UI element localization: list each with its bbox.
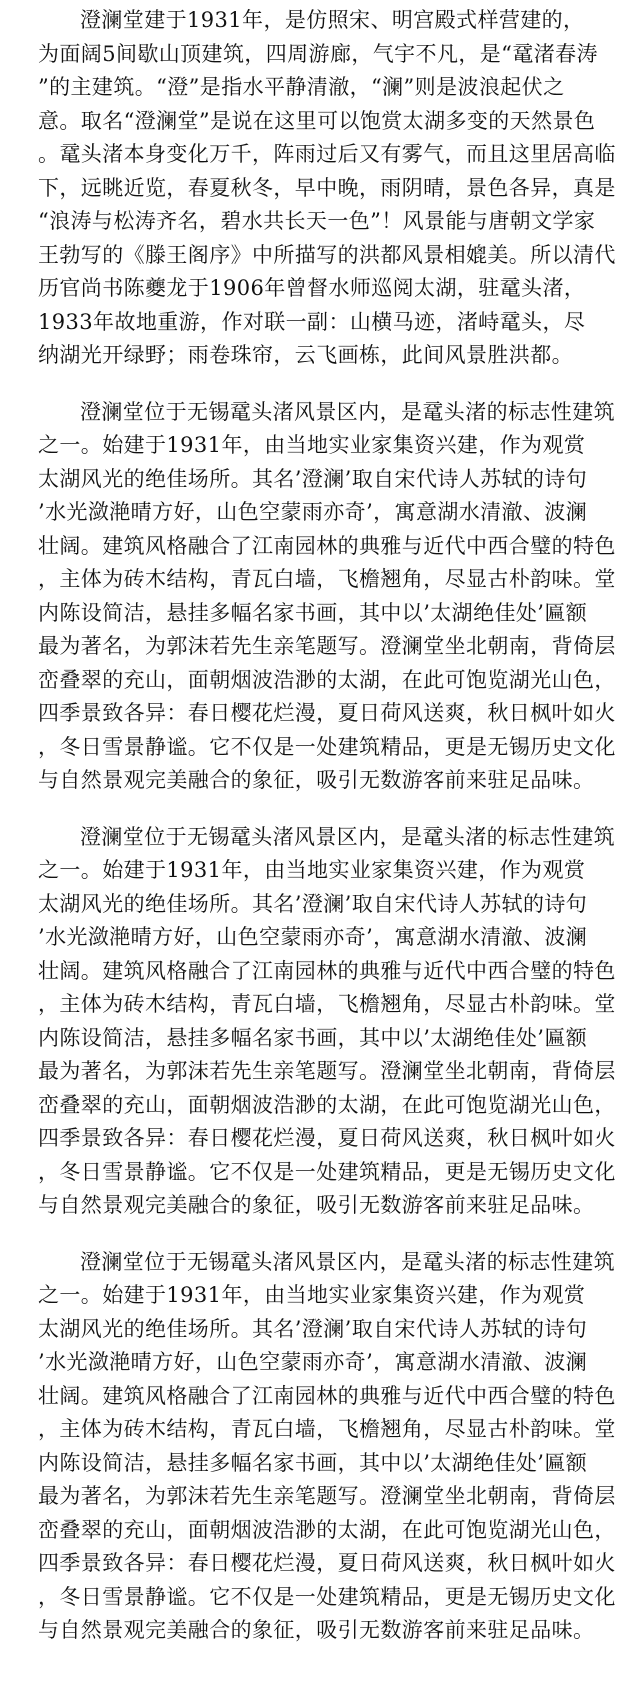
paragraph-4-chenglan-hall-description xyxy=(38,1246,624,1648)
paragraph-4-line-6: ，主体为砖木结构，青瓦白墙，飞檐翘角，尽显古朴韵味。堂 xyxy=(38,1417,616,1441)
paragraph-spacer xyxy=(38,373,624,396)
paragraph-1-line-6: 下，远眺近览，春夏秋冬，早中晚，雨阴晴，景色各异，真是 xyxy=(38,175,616,200)
paragraph-3-line-10: 四季景致各异：春日樱花烂漫，夏日荷风送爽，秋日枫叶如火 xyxy=(38,1126,616,1150)
paragraph-4-line-10: 四季景致各异：春日樱花烂漫，夏日荷风送爽，秋日枫叶如火 xyxy=(38,1551,616,1575)
paragraph-4-line-5: 壮阔。建筑风格融合了江南园林的典雅与近代中西合璧的特色 xyxy=(38,1383,616,1408)
paragraph-spacer xyxy=(38,1223,624,1246)
paragraph-2-line-12: 与自然景观完美融合的象征，吸引无数游客前来驻足品味。 xyxy=(38,768,595,792)
paragraph-4-line-3: 太湖风光的绝佳场所。其名’澄澜’取自宋代诗人苏轼的诗句 xyxy=(38,1316,588,1341)
paragraph-2-line-4: ’水光潋滟晴方好，山色空蒙雨亦奇’，寓意湖水清澈、波澜 xyxy=(38,500,588,524)
paragraph-1-line-4: 意。取名“澄澜堂”是说在这里可以饱赏太湖多变的天然景色 xyxy=(38,108,596,133)
paragraph-2-chenglan-hall-description xyxy=(38,396,624,798)
paragraph-3-line-1: 澄澜堂位于无锡鼋头渚风景区内，是鼋头渚的标志性建筑 xyxy=(80,824,615,849)
paragraph-1-line-2: 为面阔5间歇山顶建筑，四周游廊，气宇不凡，是“鼋渚春涛 xyxy=(38,41,598,66)
paragraph-3-line-6: ，主体为砖木结构，青瓦白墙，飞檐翘角，尽显古朴韵味。堂 xyxy=(38,992,616,1016)
paragraph-3-chenglan-hall-description xyxy=(38,821,624,1223)
paragraph-2-line-9: 峦叠翠的充山，面朝烟波浩渺的太湖，在此可饱览湖光山色， xyxy=(38,667,616,692)
paragraph-3-line-4: ’水光潋滟晴方好，山色空蒙雨亦奇’，寓意湖水清澈、波澜 xyxy=(38,925,588,949)
paragraph-4-line-1: 澄澜堂位于无锡鼋头渚风景区内，是鼋头渚的标志性建筑 xyxy=(80,1249,615,1274)
paragraph-4-line-7: 内陈设简洁，悬挂多幅名家书画，其中以’太湖绝佳处’匾额 xyxy=(38,1450,588,1475)
paragraph-4-line-8: 最为著名，为郭沫若先生亲笔题写。澄澜堂坐北朝南，背倚层 xyxy=(38,1484,616,1508)
paragraph-1-line-7: “浪涛与松涛齐名，碧水共长天一色”！风景能与唐朝文学家 xyxy=(38,209,596,233)
paragraph-2-line-11: ，冬日雪景静谧。它不仅是一处建筑精品，更是无锡历史文化 xyxy=(38,734,616,759)
paragraph-3-line-8: 最为著名，为郭沫若先生亲笔题写。澄澜堂坐北朝南，背倚层 xyxy=(38,1059,616,1083)
paragraph-1-line-5: 。鼋头渚本身变化万千，阵雨过后又有雾气，而且这里居高临 xyxy=(38,142,616,166)
paragraph-2-line-6: ，主体为砖木结构，青瓦白墙，飞檐翘角，尽显古朴韵味。堂 xyxy=(38,567,616,591)
paragraph-1-line-8: 王勃写的《滕王阁序》中所描写的洪都风景相媲美。所以清代 xyxy=(38,242,616,267)
paragraph-3-line-3: 太湖风光的绝佳场所。其名’澄澜’取自宋代诗人苏轼的诗句 xyxy=(38,891,588,916)
paragraph-2-line-5: 壮阔。建筑风格融合了江南园林的典雅与近代中西合璧的特色 xyxy=(38,533,616,558)
paragraph-spacer xyxy=(38,798,624,821)
paragraph-3-line-9: 峦叠翠的充山，面朝烟波浩渺的太湖，在此可饱览湖光山色， xyxy=(38,1092,616,1117)
paragraph-3-line-11: ，冬日雪景静谧。它不仅是一处建筑精品，更是无锡历史文化 xyxy=(38,1159,616,1184)
paragraph-2-line-8: 最为著名，为郭沫若先生亲笔题写。澄澜堂坐北朝南，背倚层 xyxy=(38,634,616,658)
paragraph-3-line-12: 与自然景观完美融合的象征，吸引无数游客前来驻足品味。 xyxy=(38,1193,595,1217)
paragraph-4-line-11: ，冬日雪景静谧。它不仅是一处建筑精品，更是无锡历史文化 xyxy=(38,1584,616,1609)
paragraph-4-line-2: 之一。始建于1931年，由当地实业家集资兴建，作为观赏 xyxy=(38,1283,586,1307)
paragraph-1-line-9: 历官尚书陈夔龙于1906年曾督水师巡阅太湖，驻鼋头渚， xyxy=(38,276,586,300)
paragraph-1-line-3: ”的主建筑。“澄”是指水平静清澈，“澜”则是波浪起伏之 xyxy=(38,75,565,99)
paragraph-3-line-2: 之一。始建于1931年，由当地实业家集资兴建，作为观赏 xyxy=(38,858,586,882)
paragraph-1-line-1: 澄澜堂建于1931年，是仿照宋、明宫殿式样营建的， xyxy=(80,8,585,32)
paragraph-3-line-7: 内陈设简洁，悬挂多幅名家书画，其中以’太湖绝佳处’匾额 xyxy=(38,1025,588,1050)
paragraph-2-line-3: 太湖风光的绝佳场所。其名’澄澜’取自宋代诗人苏轼的诗句 xyxy=(38,466,588,491)
paragraph-2-line-10: 四季景致各异：春日樱花烂漫，夏日荷风送爽，秋日枫叶如火 xyxy=(38,701,616,725)
paragraph-2-line-7: 内陈设简洁，悬挂多幅名家书画，其中以’太湖绝佳处’匾额 xyxy=(38,600,588,625)
paragraph-4-line-9: 峦叠翠的充山，面朝烟波浩渺的太湖，在此可饱览湖光山色， xyxy=(38,1517,616,1542)
paragraph-1-line-11: 纳湖光开绿野；雨卷珠帘，云飞画栋，此间风景胜洪都。 xyxy=(38,343,573,367)
paragraph-2-line-1: 澄澜堂位于无锡鼋头渚风景区内，是鼋头渚的标志性建筑 xyxy=(80,399,615,424)
paragraph-4-line-12: 与自然景观完美融合的象征，吸引无数游客前来驻足品味。 xyxy=(38,1618,595,1642)
paragraph-1-chenglan-hall-history xyxy=(38,4,624,373)
paragraph-3-line-5: 壮阔。建筑风格融合了江南园林的典雅与近代中西合璧的特色 xyxy=(38,958,616,983)
paragraph-1-line-10: 1933年故地重游，作对联一副：山横马迹，渚峙鼋头，尽 xyxy=(38,309,586,334)
paragraph-2-line-2: 之一。始建于1931年，由当地实业家集资兴建，作为观赏 xyxy=(38,433,586,457)
paragraph-4-line-4: ’水光潋滟晴方好，山色空蒙雨亦奇’，寓意湖水清澈、波澜 xyxy=(38,1350,588,1374)
